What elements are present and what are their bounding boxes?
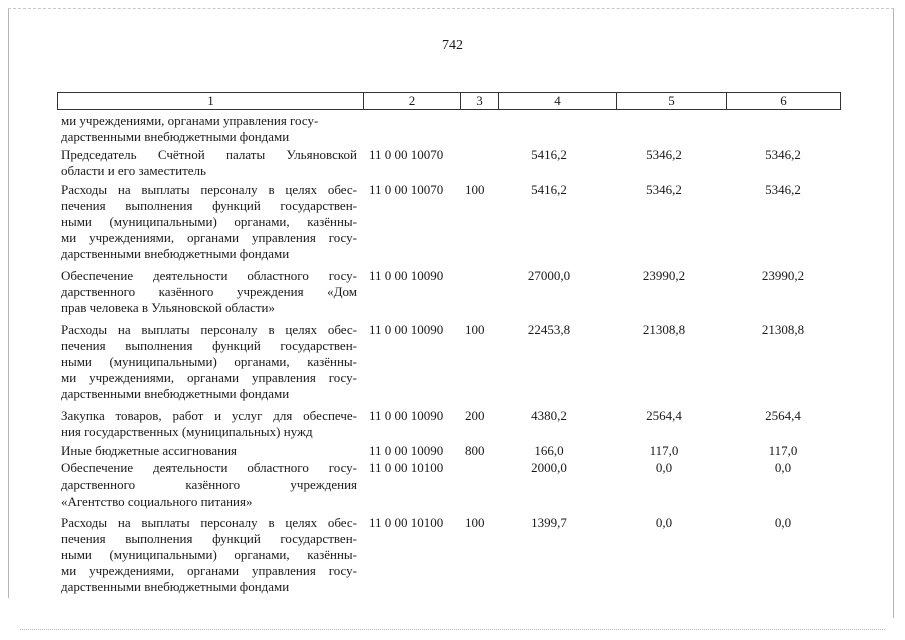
row-code: 11 0 00 10070: [369, 147, 444, 162]
row-value-5: 2564,4: [646, 408, 682, 423]
row-value-6: 5346,2: [765, 182, 801, 197]
row-type: 100: [465, 322, 485, 337]
row-description-line: печения выполнения функций государствен-: [61, 531, 357, 546]
page-frame-top: [8, 8, 894, 9]
row-value-4: 5416,2: [531, 147, 567, 162]
row-description-line: печения выполнения функций государствен-: [61, 338, 357, 353]
row-value-5: 0,0: [655, 460, 673, 475]
row-description-line: дарственными внебюджетными фондами: [61, 386, 290, 401]
row-value-4: 27000,0: [527, 268, 571, 283]
page-frame-left: [8, 8, 9, 598]
row-code: 11 0 00 10070: [369, 182, 444, 197]
header-col-5: 5: [617, 93, 727, 109]
page-number: 742: [442, 38, 463, 53]
row-value-5: 5346,2: [646, 182, 682, 197]
table-header: [57, 92, 841, 110]
row-value-4: 5416,2: [531, 182, 567, 197]
row-value-5: 5346,2: [646, 147, 682, 162]
row-value-6: 0,0: [774, 460, 792, 475]
row-value-5: 0,0: [655, 515, 673, 530]
row-description-line: Расходы на выплаты персоналу в целях обес-: [61, 322, 357, 337]
header-col-4: 4: [499, 93, 617, 109]
row-description-line: Иные бюджетные ассигнования: [61, 443, 238, 458]
row-value-5: 21308,8: [642, 322, 686, 337]
row-description-line: ми учреждениями, органами управления госу-: [61, 230, 357, 245]
row-value-5: 117,0: [649, 443, 679, 458]
row-description-line: Расходы на выплаты персоналу в целях обес-: [61, 182, 357, 197]
row-value-6: 117,0: [768, 443, 798, 458]
row-value-4: 2000,0: [531, 460, 567, 475]
row-value-6: 23990,2: [761, 268, 805, 283]
row-code: 11 0 00 10100: [369, 515, 444, 530]
row-value-4: 1399,7: [531, 515, 567, 530]
row-type: 100: [465, 515, 485, 530]
row-value-6: 5346,2: [765, 147, 801, 162]
row-description-line: Председатель Счётной палаты Ульяновской: [61, 147, 357, 162]
row-code: 11 0 00 10090: [369, 443, 444, 458]
row-value-4: 4380,2: [531, 408, 567, 423]
row-description-line: ми учреждениями, органами управления госу-: [61, 563, 357, 578]
row-description-line: ния государственных (муниципальных) нужд: [61, 424, 313, 439]
row-code: 11 0 00 10090: [369, 408, 444, 423]
row-code: 11 0 00 10090: [369, 268, 444, 283]
row-description-line: дарственного казённого учреждения: [61, 477, 357, 492]
row-value-6: 2564,4: [765, 408, 801, 423]
row-type: 100: [465, 182, 485, 197]
row-description-line: Закупка товаров, работ и услуг для обеспече-: [61, 408, 357, 423]
row-value-4: 22453,8: [527, 322, 571, 337]
page-frame-right: [893, 8, 894, 618]
row-code: 11 0 00 10090: [369, 322, 444, 337]
intro-line: ми учреждениями, органами управления госу-: [61, 113, 319, 128]
row-description-line: прав человека в Ульяновской области»: [61, 300, 276, 315]
row-description-line: Обеспечение деятельности областного госу-: [61, 268, 357, 283]
row-description-line: печения выполнения функций государствен-: [61, 198, 357, 213]
header-col-1: 1: [58, 93, 364, 109]
row-description-line: ми учреждениями, органами управления госу-: [61, 370, 357, 385]
row-description-line: Обеспечение деятельности областного госу-: [61, 460, 357, 475]
row-type: 200: [465, 408, 485, 423]
row-description-line: дарственного казённого учреждения «Дом: [61, 284, 357, 299]
row-description-line: области и его заместитель: [61, 163, 206, 178]
intro-line: дарственными внебюджетными фондами: [61, 129, 290, 144]
row-value-4: 166,0: [534, 443, 564, 458]
header-col-6: 6: [780, 93, 787, 108]
row-description-line: ными (муниципальными) органами, казённы-: [61, 354, 357, 369]
row-type: 800: [465, 443, 485, 458]
header-col-3: 3: [461, 93, 499, 109]
row-description-line: Расходы на выплаты персоналу в целях обес-: [61, 515, 357, 530]
row-description-line: дарственными внебюджетными фондами: [61, 579, 290, 594]
row-description-line: дарственными внебюджетными фондами: [61, 246, 290, 261]
row-description-line: ными (муниципальными) органами, казённы-: [61, 214, 357, 229]
row-code: 11 0 00 10100: [369, 460, 444, 475]
row-value-5: 23990,2: [642, 268, 686, 283]
row-description-line: «Агентство социального питания»: [61, 494, 253, 509]
row-value-6: 21308,8: [761, 322, 805, 337]
header-col-2: 2: [364, 93, 461, 109]
row-description-line: ными (муниципальными) органами, казённы-: [61, 547, 357, 562]
page-frame-bottom: [20, 629, 885, 630]
row-value-6: 0,0: [774, 515, 792, 530]
